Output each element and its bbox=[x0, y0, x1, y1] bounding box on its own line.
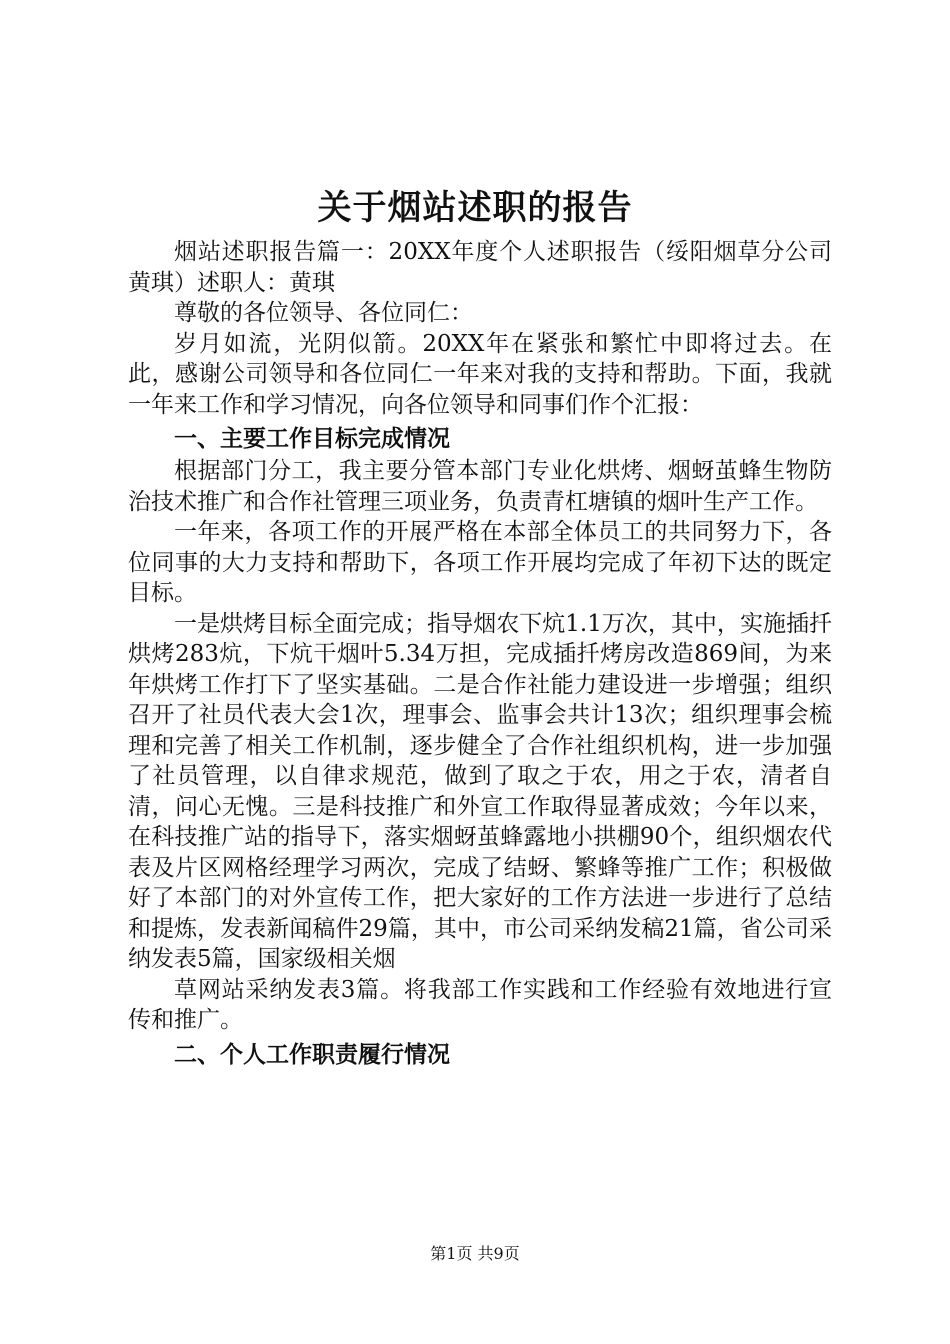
paragraph-duties: 根据部门分工，我主要分管本部门专业化烘烤、烟蚜茧蜂生物防治技术推广和合作社管理三项业务，负责青杠塘镇的烟叶生产工作。 bbox=[128, 458, 832, 515]
section-heading-1: 一、主要工作目标完成情况 bbox=[174, 425, 450, 452]
paragraph-year-summary: 一年来，各项工作的开展严格在本部全体员工的共同努力下，各位同事的大力支持和帮助下，各项工作开展均完成了年初下达的既定目标。 bbox=[128, 519, 832, 606]
paragraph-achievements: 一是烘烤目标全面完成；指导烟农下炕1.1万次，其中，实施插扦烘烤283炕，下炕干烟叶5.34万担，完成插扦烤房改造869间，为来年烘烤工作打下了坚实基础。二是合作社能力建设进一步增强；组织召开了社员代表大会1次，理事会、监事会共计13次；组织理事会梳理和完善了相关工作机制，逐步健全了合作社组织机构，进一步加强了社员管理，以自律求规范，做到了取之于农，用之于农，清者自清，问心无愧。三是科技推广和外宣工作取得显著成效；今年以来，在科技推广站的指导下，落实烟蚜茧蜂露地小拱棚90个，组织烟农代表及片区网格经理学习两次，完成了结蚜、繁蜂等推广工作；积极做好了本部门的对外宣传工作，把大家好的工作方法进一步进行了总结和提炼，发表新闻稿件29篇，其中，市公司采纳发稿21篇，省公司采纳发表5篇，国家级相关烟 bbox=[128, 610, 832, 972]
page-footer: 第1页 共9页 bbox=[430, 1244, 520, 1263]
paragraph-salutation: 尊敬的各位领导、各位同仁： bbox=[174, 300, 473, 326]
document-body bbox=[128, 237, 832, 1072]
document-title: 关于烟站述职的报告 bbox=[317, 188, 633, 228]
section-heading-2: 二、个人工作职责履行情况 bbox=[174, 1040, 450, 1068]
paragraph-publicity: 草网站采纳发表3篇。将我部工作实践和工作经验有效地进行宣传和推广。 bbox=[128, 976, 832, 1033]
paragraph-opening: 岁月如流，光阴似箭。20XX年在紧张和繁忙中即将过去。在此，感谢公司领导和各位同仁一年来对我的支持和帮助。下面，我就一年来工作和学习情况，向各位领导和同事们作个汇报： bbox=[128, 330, 832, 418]
paragraph-intro: 烟站述职报告篇一：20XX年度个人述职报告（绥阳烟草分公司黄琪）述职人：黄琪 bbox=[128, 239, 832, 296]
